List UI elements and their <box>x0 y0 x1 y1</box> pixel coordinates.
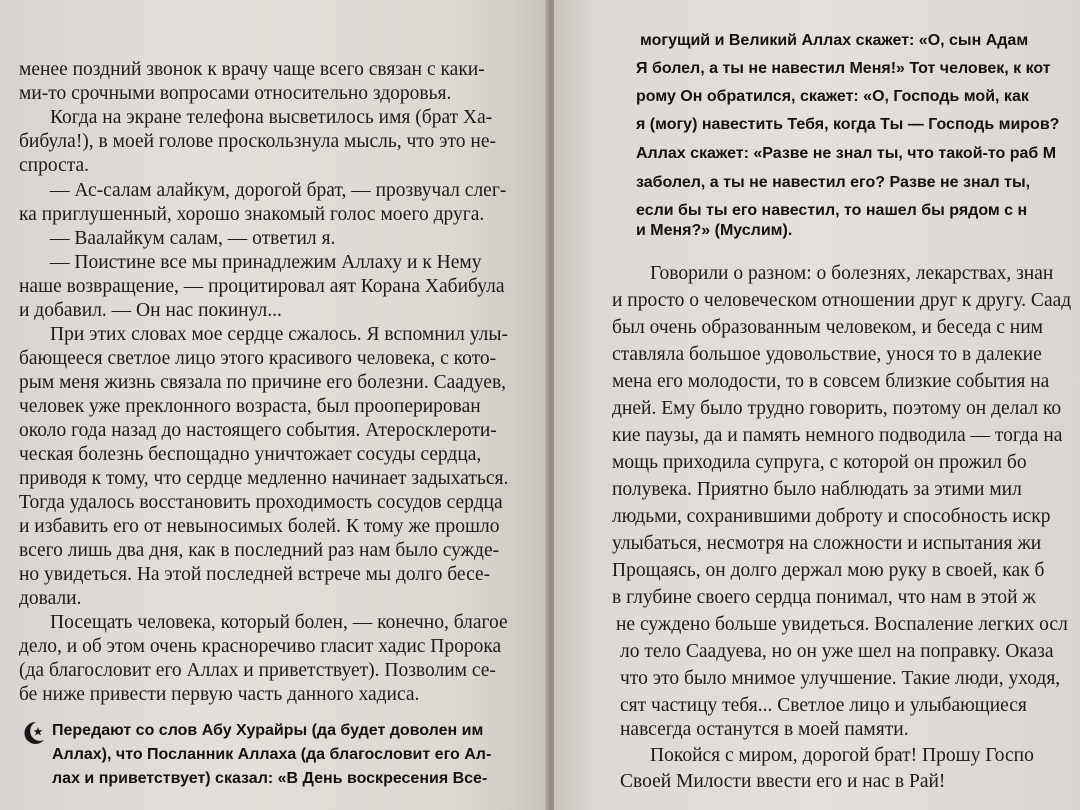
right-hadith-line: рому Он обратился, скажет: «О, Господь мой, как <box>636 88 1029 105</box>
left-line: дело, и об этом очень красноречиво гласит хадис Пророка <box>19 636 502 657</box>
right-line: мена его молодости, то в совсем близкие события на <box>612 371 1050 392</box>
right-line: Своей Милости ввести его и нас в Рай! <box>620 771 946 792</box>
left-line: наше возвращение, — процитировал аят Корана Хабибула <box>19 276 505 297</box>
left-hadith-line: лах и приветствует) сказал: «В День воскресения Все- <box>52 770 488 787</box>
left-hadith-line: Передают со слов Абу Хурайры (да будет доволен им <box>52 722 484 739</box>
left-line: менее поздний звонок к врачу чаще всего связан с каки- <box>19 59 485 80</box>
left-line: спроста. <box>19 155 90 176</box>
right-line: сят частицу тебя... Светлое лицо и улыбающиеся <box>620 695 1027 716</box>
left-line: всего лишь два дня, как в последний раз нам было сужде- <box>19 540 500 561</box>
right-line: кие паузы, да и память немного подводила — тогда на <box>612 425 1063 446</box>
right-line: улыбаться, несмотря на сложности и испытания жи <box>612 533 1042 554</box>
right-line: в глубине своего сердца понимал, что нам в этой ж <box>612 587 1036 608</box>
left-line: около года назад до настоящего события. Атеросклероти- <box>19 420 497 441</box>
right-line: Прощаясь, он долго держал мою руку в своей, как б <box>612 560 1045 581</box>
right-line: Покойся с миром, дорогой брат! Прошу Госпо <box>650 745 1034 766</box>
left-line: бибула!), в моей голове проскользнула мысль, что это не- <box>19 131 497 152</box>
left-line: бающееся светлое лицо этого красивого человека, с кото- <box>19 348 497 369</box>
left-line: — Поистине все мы принадлежим Аллаху и к Нему <box>50 252 482 273</box>
left-line: Когда на экране телефона высветилось имя (брат Ха- <box>50 107 493 128</box>
right-hadith-line: могущий и Великий Аллах скажет: «О, сын Адам <box>640 32 1029 49</box>
right-hadith-line: Я болел, а ты не навестил Меня!» Тот человек, к кот <box>636 60 1051 77</box>
right-page <box>554 0 1080 810</box>
left-line: Посещать человека, который болен, — конечно, благое <box>50 612 508 633</box>
left-line: но увидеться. На этой последней встрече мы долго бесе- <box>19 564 491 585</box>
left-line: При этих словах мое сердце сжалось. Я вспомнил улы- <box>50 324 508 345</box>
right-line: дней. Ему было трудно говорить, поэтому он делал ко <box>612 398 1062 419</box>
left-line: ческая болезнь беспощадно уничтожает сосуды сердца, <box>19 444 482 465</box>
right-line: не суждено больше увидеться. Воспаление легких осл <box>616 614 1068 635</box>
right-line: ставляла большое удовольствие, унося то в далекие <box>612 344 1042 365</box>
left-line: ка приглушенный, хорошо знакомый голос моего друга. <box>19 204 485 225</box>
right-line: был очень образованным человеком, и беседа с ним <box>612 317 1043 338</box>
right-line: полувека. Приятно было наблюдать за этими мил <box>612 479 1022 500</box>
right-line: мощь приходила супруга, с которой он прожил бо <box>612 452 1027 473</box>
right-line: людьми, сохранившими доброту и способность искр <box>612 506 1051 527</box>
right-line: навсегда останутся в моей памяти. <box>620 719 909 740</box>
left-line: — Ас-салам алайкум, дорогой брат, — прозвучал слег- <box>50 180 507 201</box>
right-line: что это было мнимое улучшение. Такие люди, уходя, <box>620 668 1061 689</box>
crescent-star-icon <box>18 718 48 748</box>
left-line: человек уже преклонного возраста, был прооперирован <box>19 396 481 417</box>
left-line: бе ниже привести первую часть данного хадиса. <box>19 684 420 705</box>
right-hadith-line: и Меня?» (Муслим). <box>636 222 793 239</box>
left-line: ми-то срочными вопросами относительно здоровья. <box>19 83 452 104</box>
right-line: ло тело Саадуева, но он уже шел на поправку. Оказа <box>620 641 1054 662</box>
left-line: приводя к тому, что сердце медленно начинает задыхаться. <box>19 468 509 489</box>
left-line: и добавил. — Он нас покинул... <box>19 300 282 321</box>
left-line: Тогда удалось восстановить проходимость сосудов сердца <box>19 492 503 513</box>
right-hadith-line: заболел, а ты не навестил его? Разве не знал ты, <box>636 174 1031 191</box>
right-hadith-line: если бы ты его навестил, то нашел бы рядом с н <box>636 202 1028 219</box>
right-hadith-line: Аллах скажет: «Разве не знал ты, что такой-то раб М <box>636 145 1057 162</box>
left-line: и избавить его от невыносимых болей. К тому же прошло <box>19 516 500 537</box>
left-line: довали. <box>19 588 82 609</box>
left-line: рым меня жизнь связала по причине его болезни. Саадуев, <box>19 372 507 393</box>
right-line: Говорили о разном: о болезнях, лекарствах, знан <box>650 263 1054 284</box>
right-hadith-line: я (могу) навестить Тебя, когда Ты — Господь миров? <box>636 116 1060 133</box>
left-line: (да благословит его Аллах и приветствует). Позволим се- <box>19 660 496 681</box>
left-line: — Ваалайкум салам, — ответил я. <box>50 228 336 249</box>
left-hadith-line: Аллах), что Посланник Аллаха (да благословит его Ал- <box>52 746 492 763</box>
right-line: и просто о человеческом отношении друг к другу. Саад <box>612 290 1072 311</box>
